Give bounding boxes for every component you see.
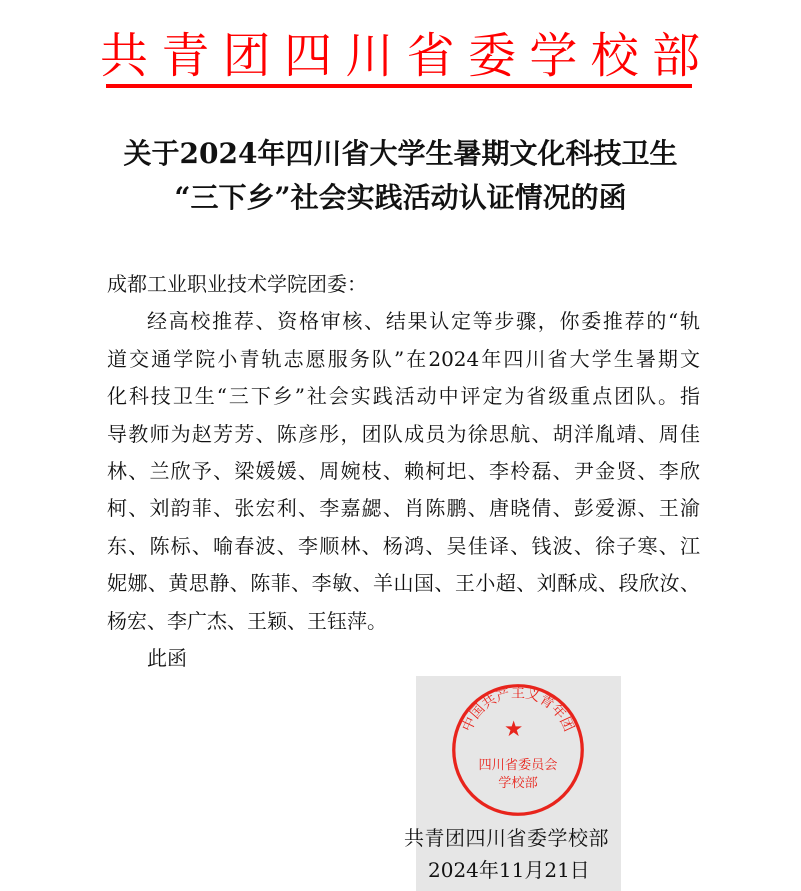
closing: 此函 [147,645,187,670]
signature-org: 共青团四川省委学校部 [404,826,609,850]
body-line: 林、兰欣予、梁媛媛、周婉枝、赖柯圯、李柃磊、尹金贤、李欣 [107,458,700,483]
body-line: 道交通学院小青轨志愿服务队”在2024年四川省大学生暑期文 [107,346,700,371]
body-line: 杨宏、李广杰、王颖、王钰萍。 [107,608,387,633]
letter-body [107,266,700,677]
letterhead-org: 共青团四川省委学校部 [100,28,700,84]
document-title-line2: “三下乡”社会实践活动认证情况的函 [174,181,627,214]
body-line: 导教师为赵芳芳、陈彦彤，团队成员为徐思航、胡洋胤靖、周佳 [107,421,700,446]
seal-inner-text: 四川省委员会 [478,757,558,773]
body-line: 经高校推荐、资格审核、结果认定等步骤，你委推荐的“轨 [147,309,700,334]
seal-star-icon: ★ [504,717,524,742]
document-title-line1: 关于2024年四川省大学生暑期文化科技卫生 [123,137,678,170]
official-seal-icon [448,680,588,820]
letterhead-rule [106,84,692,88]
seal-outer-text: 中国共产主义青年团 [459,685,577,735]
body-line: 柯、刘韵菲、张宏利、李嘉勰、肖陈鹏、唐晓倩、彭爱源、王渝 [107,496,700,521]
salutation: 成都工业职业技术学院团委： [107,272,367,296]
signature-date: 2024年11月21日 [428,858,590,882]
body-line: 化科技卫生“三下乡”社会实践活动中评定为省级重点团队。指 [107,384,700,409]
body-line: 妮娜、黄思静、陈菲、李敏、羊山国、王小超、刘酥成、段欣汝、 [107,571,700,596]
seal-bottom-text: 学校部 [498,776,538,792]
body-line: 东、陈标、喻春波、李顺林、杨鸿、吴佳译、钱波、徐子寒、江 [107,533,700,558]
